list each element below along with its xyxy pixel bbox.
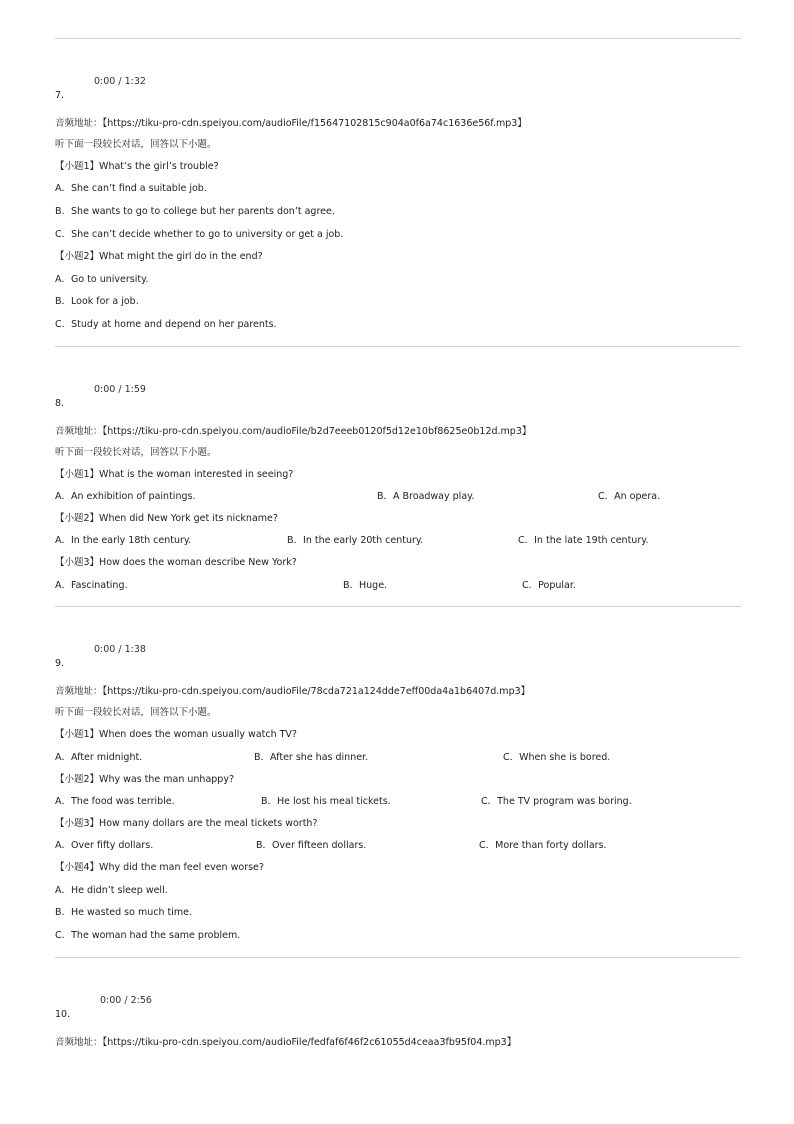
question-number: 8.: [55, 398, 65, 409]
option: A．He didn’t sleep well.: [55, 885, 168, 896]
instruction: 听下面一段较长对话，回答以下小题。: [55, 447, 217, 458]
option: A．The food was terrible.: [55, 796, 175, 807]
audio-url: 音频地址：【https://tiku-pro-cdn.speiyou.com/audioFile/f15647102815c904a0f6a74c1636e56f.mp3】: [55, 118, 527, 129]
option: C．In the late 19th century.: [518, 535, 649, 546]
option: C．An opera.: [598, 491, 661, 502]
audio-player-time[interactable]: 0:00 / 1:32: [94, 76, 146, 87]
sub-question-stem: 【小题2】What might the girl do in the end?: [55, 251, 263, 262]
option: B．He lost his meal tickets.: [261, 796, 391, 807]
option: A．Fascinating.: [55, 580, 128, 591]
option: A．She can’t find a suitable job.: [55, 183, 207, 194]
option: C．Study at home and depend on her parents.: [55, 319, 277, 330]
option: B．After she has dinner.: [254, 752, 369, 763]
audio-url: 音频地址：【https://tiku-pro-cdn.speiyou.com/audioFile/fedfaf6f46f2c61055d4ceaa3fb95f04.mp3】: [55, 1037, 517, 1048]
option: C．The woman had the same problem.: [55, 930, 241, 941]
audio-player-time[interactable]: 0:00 / 1:38: [94, 644, 146, 655]
sub-question-stem: 【小题1】What is the woman interested in seeing?: [55, 469, 294, 480]
option: B．A Broadway play.: [377, 491, 475, 502]
divider: [55, 38, 741, 39]
option: C．More than forty dollars.: [479, 840, 607, 851]
option: B．Huge.: [343, 580, 388, 591]
audio-player-time[interactable]: 0:00 / 1:59: [94, 384, 146, 395]
question-number: 9.: [55, 658, 65, 669]
question-number: 10.: [55, 1009, 71, 1020]
option: C．The TV program was boring.: [481, 796, 632, 807]
option: B．He wasted so much time.: [55, 907, 192, 918]
option: A．An exhibition of paintings.: [55, 491, 196, 502]
sub-question-stem: 【小题1】What’s the girl’s trouble?: [55, 161, 219, 172]
audio-player-time[interactable]: 0:00 / 2:56: [100, 995, 152, 1006]
option: A．In the early 18th century.: [55, 535, 192, 546]
option: B．Look for a job.: [55, 296, 139, 307]
option: B．She wants to go to college but her parents don’t agree.: [55, 206, 335, 217]
option: A．After midnight.: [55, 752, 143, 763]
sub-question-stem: 【小题3】How does the woman describe New York?: [55, 557, 297, 568]
option: A．Go to university.: [55, 274, 149, 285]
audio-url: 音频地址：【https://tiku-pro-cdn.speiyou.com/audioFile/78cda721a124dde7eff00da4a1b6407d.mp3】: [55, 686, 531, 697]
divider: [55, 606, 741, 607]
option: B．Over fifteen dollars.: [256, 840, 367, 851]
divider: [55, 957, 741, 958]
sub-question-stem: 【小题1】When does the woman usually watch TV?: [55, 729, 297, 740]
option: C．When she is bored.: [503, 752, 611, 763]
audio-url: 音频地址：【https://tiku-pro-cdn.speiyou.com/audioFile/b2d7eeeb0120f5d12e10bf8625e0b12d.mp3】: [55, 426, 532, 437]
option: C．She can’t decide whether to go to university or get a job.: [55, 229, 344, 240]
option: C．Popular.: [522, 580, 576, 591]
option: A．Over fifty dollars.: [55, 840, 154, 851]
instruction: 听下面一段较长对话，回答以下小题。: [55, 707, 217, 718]
sub-question-stem: 【小题2】When did New York get its nickname?: [55, 513, 278, 524]
divider: [55, 346, 741, 347]
option: B．In the early 20th century.: [287, 535, 424, 546]
sub-question-stem: 【小题2】Why was the man unhappy?: [55, 774, 234, 785]
sub-question-stem: 【小题3】How many dollars are the meal tickets worth?: [55, 818, 318, 829]
sub-question-stem: 【小题4】Why did the man feel even worse?: [55, 862, 264, 873]
question-number: 7.: [55, 90, 65, 101]
instruction: 听下面一段较长对话，回答以下小题。: [55, 139, 217, 150]
